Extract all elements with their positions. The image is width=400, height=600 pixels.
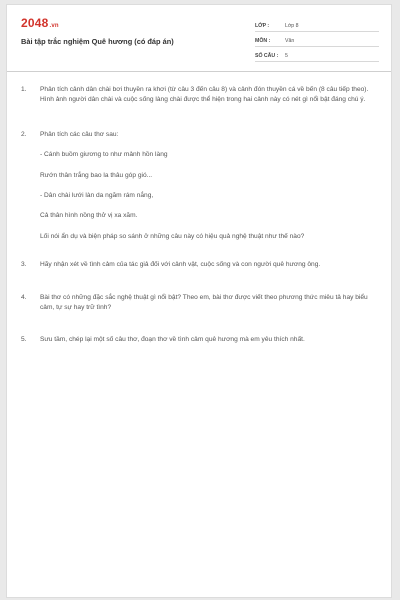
question-list <box>21 85 369 346</box>
question-body <box>40 130 369 242</box>
question-text: Phân tích cảnh dân chài bơi thuyền ra khơi (từ câu 3 đến câu 8) và cảnh đón thuyền cá về bến (8 câu tiếp theo). Hình ảnh người dân chài và cuộc sống làng chài được thể hiện trong hai cảnh này có nét gì nổi bật đáng chú ý. <box>40 86 369 104</box>
question-body <box>40 293 369 314</box>
question-body <box>40 85 369 106</box>
logo-suffix: .vn <box>49 23 59 29</box>
question-item <box>21 335 369 345</box>
meta-label: SỐ CÂU : <box>255 53 279 59</box>
document-header <box>7 5 391 61</box>
meta-row-count <box>255 47 379 62</box>
question-text: Hãy nhận xét về tình cảm của tác giả đối với cảnh vật, cuộc sống và con người quê hương ông. <box>40 261 321 269</box>
question-item <box>21 85 369 106</box>
logo-main: 2048 <box>21 16 49 30</box>
question-number: 2. <box>21 130 27 138</box>
meta-row-subject <box>255 32 379 47</box>
question-item <box>21 293 369 314</box>
question-body <box>40 335 369 345</box>
question-text: Bài thơ có những đặc sắc nghệ thuật gì nổi bật? Theo em, bài thơ được viết theo phương thức miêu tả hay biểu cảm, tự sự hay trữ tình? <box>40 293 368 312</box>
meta-value: Lớp 8 <box>285 23 299 29</box>
document-page <box>6 4 392 598</box>
question-item <box>21 130 369 242</box>
meta-row-class <box>255 17 379 32</box>
site-logo[interactable] <box>21 16 59 30</box>
question-number: 5. <box>21 336 27 344</box>
poem-line: - Cánh buồm giương to như mảnh hồn làng <box>40 151 168 159</box>
question-number: 4. <box>21 293 27 301</box>
question-number: 3. <box>21 261 27 269</box>
poem-line: Cả thân hình nồng thở vị xa xăm. <box>40 212 138 220</box>
meta-value: Văn <box>285 38 295 44</box>
meta-label: LỚP : <box>255 23 270 29</box>
question-text: Sưu tầm, chép lại một số câu thơ, đoạn thơ về tình cảm quê hương mà em yêu thích nhất. <box>40 336 305 344</box>
meta-value: 5 <box>285 53 288 59</box>
meta-info <box>255 17 379 62</box>
header-divider <box>7 71 391 72</box>
poem-line: Rướn thân trắng bao la thâu góp gió... <box>40 171 153 179</box>
question-number: 1. <box>21 86 27 93</box>
question-item <box>21 260 369 270</box>
document-title: Bài tập trắc nghiệm Quê hương (có đáp án) <box>21 37 174 46</box>
poem-line: - Dân chài lưới làn da ngăm rám nắng, <box>40 192 154 200</box>
question-text: Phân tích các câu thơ sau: <box>40 130 119 138</box>
meta-label: MÔN : <box>255 38 271 44</box>
question-subtext: Lối nói ẩn dụ và biện pháp so sánh ở những câu này có hiệu quả nghệ thuật như thế nào? <box>40 232 305 240</box>
question-body <box>40 260 369 270</box>
